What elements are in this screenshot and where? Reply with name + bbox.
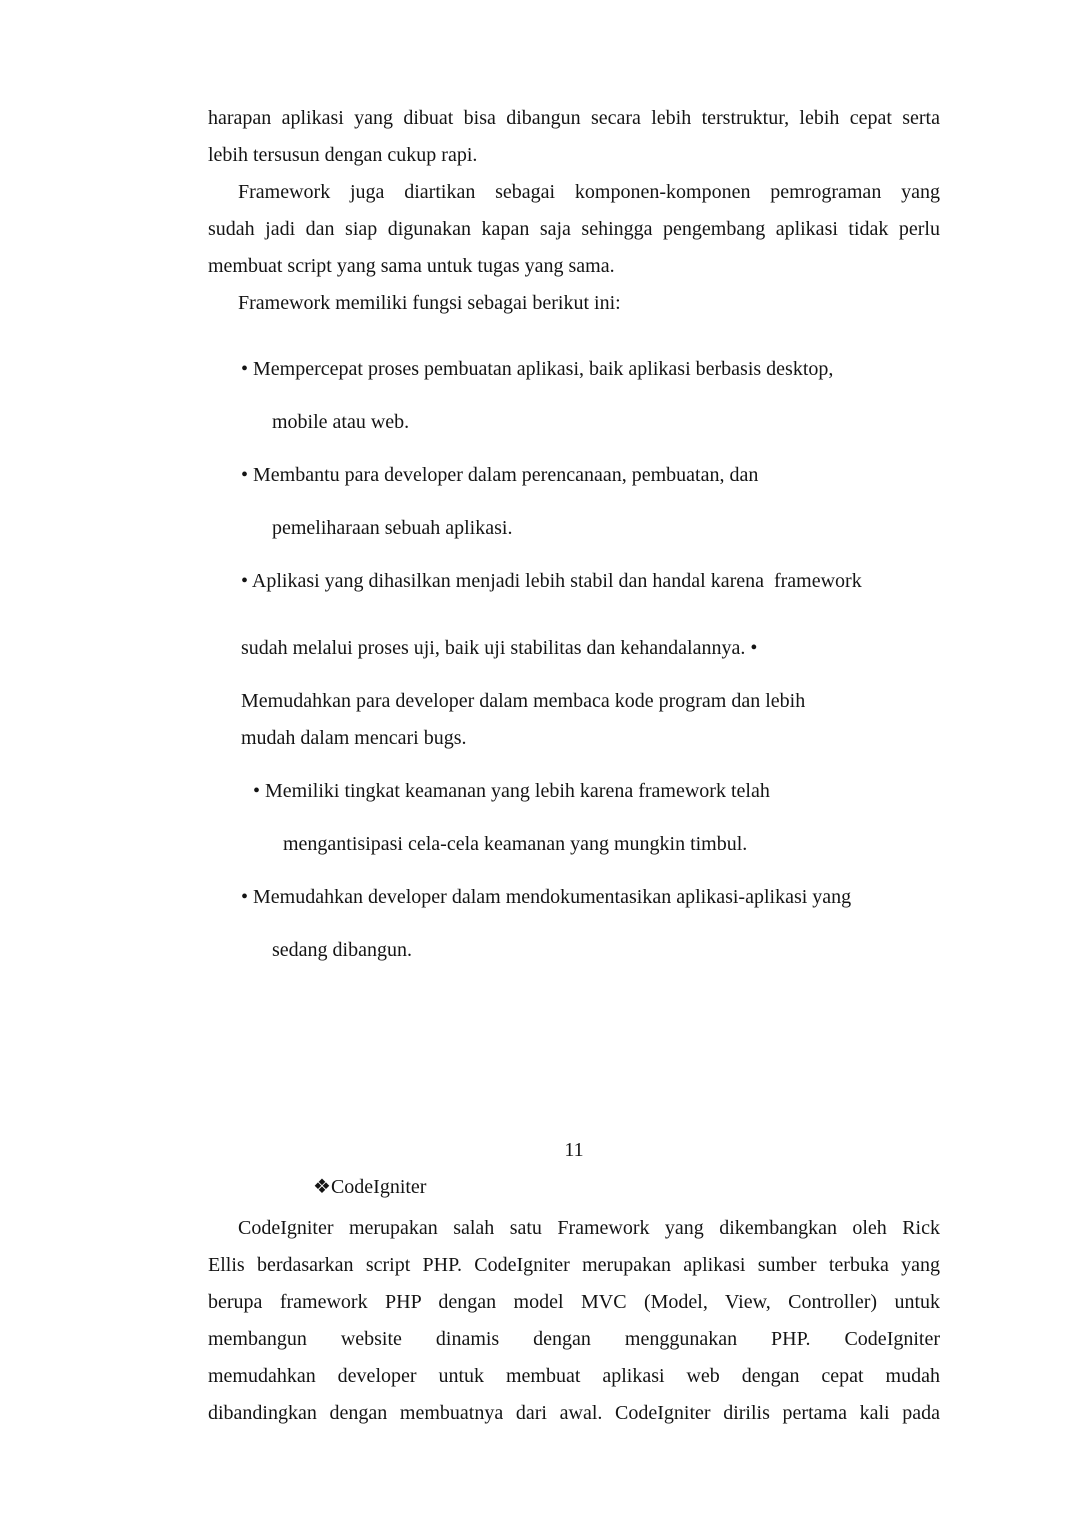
bullet-line: • Memudahkan developer dalam mendokumentasikan aplikasi-aplikasi yang: [241, 886, 852, 908]
text-line: sudah jadi dan siap digunakan kapan saja sehingga pengembang aplikasi tidak perlu: [208, 218, 940, 240]
bullet-line: mudah dalam mencari bugs.: [241, 727, 467, 749]
text-line: membangun website dinamis dengan menggunakan PHP. CodeIgniter: [208, 1328, 940, 1350]
text-line: Ellis berdasarkan script PHP. CodeIgniter merupakan aplikasi sumber terbuka yang: [208, 1254, 940, 1276]
bullet-line: sudah melalui proses uji, baik uji stabilitas dan kehandalannya. •: [241, 637, 758, 659]
bullet-line: mobile atau web.: [272, 411, 410, 433]
bullet-line: • Membantu para developer dalam perencanaan, pembuatan, dan: [241, 464, 759, 486]
text-line: dibandingkan dengan membuatnya dari awal. CodeIgniter dirilis pertama kali pada: [208, 1402, 940, 1424]
bullet-line: mengantisipasi cela-cela keamanan yang mungkin timbul.: [283, 833, 748, 855]
text-line: lebih tersusun dengan cukup rapi.: [208, 144, 478, 166]
text-line: membuat script yang sama untuk tugas yang sama.: [208, 255, 615, 277]
bullet-line: sedang dibangun.: [272, 939, 412, 961]
page-number: 11: [564, 1139, 584, 1161]
text-line: Framework juga diartikan sebagai komponen-komponen pemrograman yang: [238, 181, 940, 203]
bullet-line: pemeliharaan sebuah aplikasi.: [272, 517, 513, 539]
text-line: Framework memiliki fungsi sebagai berikut ini:: [238, 292, 621, 314]
codeigniter-paragraph: [208, 1210, 940, 1432]
section-heading-text: CodeIgniter: [330, 1176, 427, 1198]
text-line: berupa framework PHP dengan model MVC (Model, View, Controller) untuk: [208, 1291, 940, 1313]
bullet-line: • Memiliki tingkat keamanan yang lebih karena framework telah: [253, 780, 770, 802]
bullet-line: Memudahkan para developer dalam membaca kode program dan lebih: [241, 690, 806, 712]
bullet-line: • Aplikasi yang dihasilkan menjadi lebih stabil dan handal karena framework: [241, 570, 862, 592]
intro-paragraphs: [208, 100, 940, 322]
text-line: CodeIgniter merupakan salah satu Framework yang dikembangkan oleh Rick: [238, 1217, 940, 1239]
diamond-bullet-icon: ❖: [313, 1176, 331, 1198]
text-line: harapan aplikasi yang dibuat bisa dibangun secara lebih terstruktur, lebih cepat serta: [208, 107, 940, 129]
section-heading: [208, 1169, 940, 1206]
bullet-line: • Mempercepat proses pembuatan aplikasi, baik aplikasi berbasis desktop,: [241, 358, 834, 380]
framework-functions-bullet-list: [208, 359, 940, 960]
text-line: memudahkan developer untuk membuat aplikasi web dengan cepat mudah: [208, 1365, 940, 1387]
